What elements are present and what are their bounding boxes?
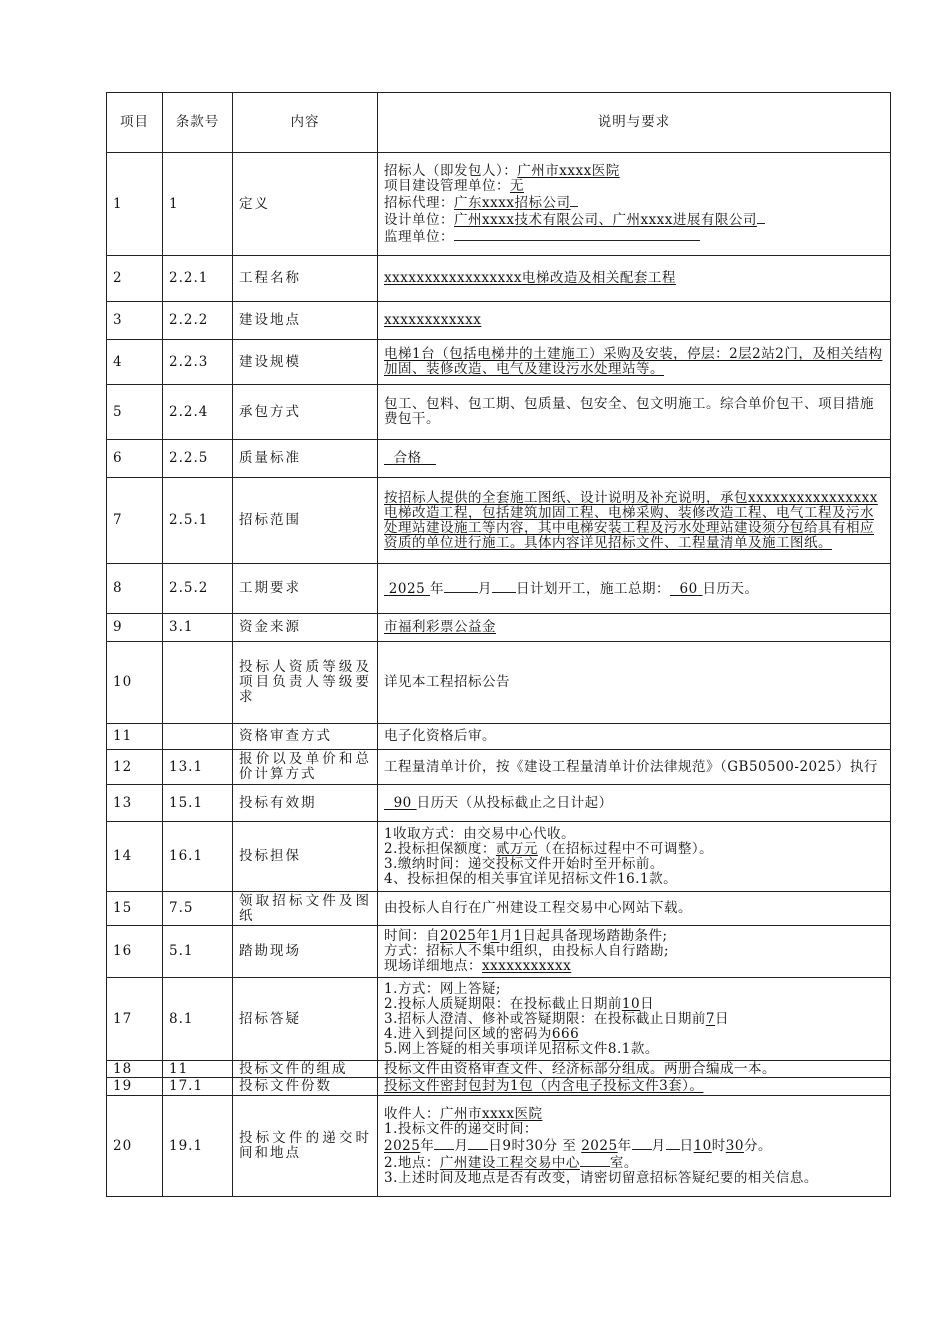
qa-clarify-unit: 日 bbox=[714, 1010, 729, 1027]
survey-time-label: 时间：自 bbox=[384, 928, 440, 944]
row-content: 报价以及单价和总价计算方式 bbox=[233, 750, 378, 785]
qa-query-unit: 日 bbox=[640, 995, 655, 1012]
row-clause bbox=[163, 724, 233, 750]
day-unit: 日 bbox=[679, 1137, 694, 1154]
row-number: 12 bbox=[107, 750, 163, 785]
submit-end-month-blank bbox=[632, 1137, 652, 1150]
submit-end-hour: 10 bbox=[693, 1137, 712, 1154]
table-row bbox=[107, 564, 891, 614]
row-number: 14 bbox=[107, 822, 163, 892]
row-content: 工期要求 bbox=[233, 564, 378, 614]
survey-method: 方式：招标人不集中组织，由投标人自行踏勘; bbox=[384, 943, 670, 959]
supervisor-blank bbox=[454, 228, 700, 241]
row-clause: 16.1 bbox=[163, 822, 233, 892]
requirements-table bbox=[106, 92, 891, 1197]
row-clause: 13.1 bbox=[163, 750, 233, 785]
survey-month-unit: 月 bbox=[499, 928, 514, 944]
qa-password-label: 4.进入到提问区域的密码为 bbox=[384, 1025, 552, 1042]
qa-query-days: 10 bbox=[621, 995, 641, 1012]
table-header-row bbox=[107, 93, 891, 153]
row-description bbox=[378, 1078, 891, 1096]
row-number: 3 bbox=[107, 302, 163, 340]
row-content: 质量标准 bbox=[233, 440, 378, 478]
row-number: 8 bbox=[107, 564, 163, 614]
survey-location: xxxxxxxxxxx bbox=[482, 958, 572, 974]
row-clause bbox=[163, 642, 233, 724]
table-row bbox=[107, 642, 891, 724]
table-row bbox=[107, 822, 891, 892]
header-item: 项目 bbox=[107, 93, 163, 153]
row-number: 18 bbox=[107, 1061, 163, 1078]
row-description bbox=[378, 785, 891, 822]
row-content: 资格审查方式 bbox=[233, 724, 378, 750]
tender-scope: 按招标人提供的全套施工图纸、设计说明及补充说明，承包xxxxxxxxxxxxxxxx电梯改造工程，包括建筑加固工程、电梯采购、装修改造工程、电气工程及污水处理站建设施工等内容，其中电梯安装工程及污水处理站建设须分包给具有相应资质的单位进行施工。具体内容详见招标文件、工程量清单及施工图纸。 bbox=[384, 489, 878, 551]
header-content: 内容 bbox=[233, 93, 378, 153]
year-unit: 年 bbox=[420, 1137, 435, 1154]
qa-clarify-days: 7 bbox=[705, 1010, 715, 1027]
submit-end-year: 2025 bbox=[581, 1137, 618, 1154]
row-content: 资金来源 bbox=[233, 614, 378, 642]
validity-days: 90 bbox=[393, 794, 412, 811]
row-number: 16 bbox=[107, 926, 163, 978]
table-row bbox=[107, 440, 891, 478]
guarantee-amount: 贰万元 bbox=[495, 840, 538, 857]
recipient: 广州市xxxx医院 bbox=[440, 1105, 543, 1122]
duration-unit: 日历天。 bbox=[702, 581, 759, 597]
row-number: 17 bbox=[107, 978, 163, 1061]
year-label: 年 bbox=[429, 581, 444, 597]
row-content: 建设规模 bbox=[233, 340, 378, 385]
row-number: 15 bbox=[107, 892, 163, 926]
submit-time-label: 1.投标文件的递交时间： bbox=[384, 1120, 538, 1137]
qa-query-label: 2.投标人质疑期限：在投标截止日期前 bbox=[384, 995, 622, 1012]
label-tenderer: 招标人（即发包人）： bbox=[384, 162, 518, 179]
table-row bbox=[107, 1078, 891, 1096]
submit-start-time: 日9时30分 至 bbox=[488, 1137, 582, 1154]
row-content: 投标文件的递交时间和地点 bbox=[233, 1096, 378, 1197]
row-number: 1 bbox=[107, 153, 163, 256]
room-blank bbox=[580, 1154, 610, 1167]
row-number: 11 bbox=[107, 724, 163, 750]
label-agent: 招标代理： bbox=[384, 194, 454, 211]
survey-year-unit: 年 bbox=[476, 928, 491, 944]
row-number: 19 bbox=[107, 1078, 163, 1096]
value-manager: 无 bbox=[510, 177, 524, 194]
row-description bbox=[378, 926, 891, 978]
table-row bbox=[107, 978, 891, 1061]
value-agent: 广东xxxx招标公司 bbox=[454, 194, 571, 211]
table-row bbox=[107, 302, 891, 340]
submit-end-day-blank bbox=[666, 1137, 680, 1150]
month-label: 月 bbox=[477, 581, 492, 597]
start-text: 日计划开工，施工总期： bbox=[515, 581, 670, 597]
row-content: 踏勘现场 bbox=[233, 926, 378, 978]
place-label: 2.地点： bbox=[384, 1154, 440, 1171]
label-designer: 设计单位： bbox=[384, 211, 454, 228]
row-content: 投标文件份数 bbox=[233, 1078, 378, 1096]
guarantee-line-4: 4、投标担保的相关事宜详见招标文件16.1款。 bbox=[384, 870, 678, 887]
header-clause: 条款号 bbox=[163, 93, 233, 153]
submit-start-year: 2025 bbox=[384, 1137, 421, 1154]
validity-text: 日历天（从投标截止之日计起） bbox=[416, 794, 613, 811]
row-clause: 2.5.2 bbox=[163, 564, 233, 614]
submit-start-month-blank bbox=[434, 1137, 454, 1150]
change-note: 3.上述时间及地点是否有改变，请密切留意招标答疑纪要的相关信息。 bbox=[384, 1169, 818, 1186]
survey-year: 2025 bbox=[440, 928, 477, 944]
duration-days: 60 bbox=[679, 581, 698, 597]
row-clause: 15.1 bbox=[163, 785, 233, 822]
survey-location-label: 现场详细地点： bbox=[384, 958, 482, 974]
copies-text: 投标文件密封包封为1包（内含电子投标文件3套）。 bbox=[384, 1078, 704, 1094]
recipient-label: 收件人： bbox=[384, 1105, 440, 1122]
label-manager: 项目建设管理单位： bbox=[384, 177, 510, 194]
qa-clarify-label: 3.招标人澄清、修补或答疑期限：在投标截止日期前 bbox=[384, 1010, 706, 1027]
row-clause: 5.1 bbox=[163, 926, 233, 978]
table-row bbox=[107, 785, 891, 822]
row-description bbox=[378, 822, 891, 892]
row-content: 招标范围 bbox=[233, 478, 378, 564]
row-description: 由投标人自行在广州建设工程交易中心网站下载。 bbox=[378, 892, 891, 926]
table-row bbox=[107, 926, 891, 978]
table-row bbox=[107, 1096, 891, 1197]
row-description: 包工、包料、包工期、包质量、包安全、包文明施工。综合单价包干、项目措施费包干。 bbox=[378, 385, 891, 440]
row-description: 投标文件由资格审查文件、经济标部分组成。两册合编成一本。 bbox=[378, 1061, 891, 1078]
row-number: 9 bbox=[107, 614, 163, 642]
row-clause: 17.1 bbox=[163, 1078, 233, 1096]
row-number: 2 bbox=[107, 256, 163, 302]
guarantee-line-3: 3.缴纳时间：递交投标文件开始时至开标前。 bbox=[384, 855, 664, 872]
table-row bbox=[107, 340, 891, 385]
hour-unit: 时 bbox=[711, 1137, 726, 1154]
row-number: 4 bbox=[107, 340, 163, 385]
row-content: 投标有效期 bbox=[233, 785, 378, 822]
row-description bbox=[378, 614, 891, 642]
row-description bbox=[378, 153, 891, 256]
table-row bbox=[107, 892, 891, 926]
qa-note: 5.网上答疑的相关事项详见招标文件8.1款。 bbox=[384, 1040, 659, 1057]
row-clause: 19.1 bbox=[163, 1096, 233, 1197]
month-unit: 月 bbox=[454, 1137, 469, 1154]
room-unit: 室。 bbox=[609, 1154, 638, 1171]
row-content: 承包方式 bbox=[233, 385, 378, 440]
survey-day: 1 bbox=[513, 928, 523, 944]
table-row bbox=[107, 256, 891, 302]
row-content: 招标答疑 bbox=[233, 978, 378, 1061]
submit-end-minute: 30 bbox=[725, 1137, 744, 1154]
row-clause: 7.5 bbox=[163, 892, 233, 926]
row-number: 5 bbox=[107, 385, 163, 440]
project-location: xxxxxxxxxxxx bbox=[384, 312, 482, 328]
day-blank bbox=[492, 580, 516, 593]
guarantee-amount-note: （在招标过程中不可调整）。 bbox=[537, 840, 714, 857]
table-row bbox=[107, 385, 891, 440]
row-description: 工程量清单计价，按《建设工程量清单计价法律规范》（GB50500-2025）执行 bbox=[378, 750, 891, 785]
row-content: 投标担保 bbox=[233, 822, 378, 892]
row-description bbox=[378, 340, 891, 385]
row-description bbox=[378, 978, 891, 1061]
table-row bbox=[107, 724, 891, 750]
row-content: 工程名称 bbox=[233, 256, 378, 302]
qa-password: 666 bbox=[551, 1025, 580, 1042]
row-clause: 2.2.2 bbox=[163, 302, 233, 340]
row-number: 6 bbox=[107, 440, 163, 478]
row-description bbox=[378, 302, 891, 340]
row-clause: 11 bbox=[163, 1061, 233, 1078]
row-description: 电子化资格后审。 bbox=[378, 724, 891, 750]
guarantee-line-1: 1收取方式：由交易中心代收。 bbox=[384, 825, 576, 842]
table-row bbox=[107, 153, 891, 256]
guarantee-amount-label: 2.投标担保额度： bbox=[384, 840, 496, 857]
row-content: 投标人资质等级及项目负责人等级要求 bbox=[233, 642, 378, 724]
month-blank bbox=[444, 580, 478, 593]
row-number: 20 bbox=[107, 1096, 163, 1197]
row-clause: 3.1 bbox=[163, 614, 233, 642]
row-description bbox=[378, 478, 891, 564]
start-year: 2025 bbox=[388, 581, 426, 597]
project-name: xxxxxxxxxxxxxxxxx电梯改造及相关配套工程 bbox=[384, 270, 676, 286]
minute-unit: 分。 bbox=[743, 1137, 772, 1154]
row-clause: 1 bbox=[163, 153, 233, 256]
row-content: 建设地点 bbox=[233, 302, 378, 340]
row-clause: 2.2.1 bbox=[163, 256, 233, 302]
month-unit: 月 bbox=[651, 1137, 666, 1154]
survey-day-text: 日起具备现场踏勘条件; bbox=[522, 928, 668, 944]
row-clause: 2.5.1 bbox=[163, 478, 233, 564]
row-content: 投标文件的组成 bbox=[233, 1061, 378, 1078]
row-content: 领取招标文件及图纸 bbox=[233, 892, 378, 926]
submit-start-day-blank bbox=[468, 1137, 488, 1150]
row-description bbox=[378, 1096, 891, 1197]
value-tenderer: 广州市xxxx医院 bbox=[517, 162, 620, 179]
row-clause: 2.2.4 bbox=[163, 385, 233, 440]
quality-standard: 合格 bbox=[393, 450, 422, 466]
fund-source: 市福利彩票公益金 bbox=[384, 619, 496, 635]
table-row bbox=[107, 1061, 891, 1078]
row-description bbox=[378, 256, 891, 302]
row-number: 13 bbox=[107, 785, 163, 822]
row-clause: 2.2.5 bbox=[163, 440, 233, 478]
row-description: 详见本工程招标公告 bbox=[378, 642, 891, 724]
table-row bbox=[107, 614, 891, 642]
table-row bbox=[107, 478, 891, 564]
project-scale: 电梯1台（包括电梯井的土建施工）采购及安装，停层：2层2站2门，及相关结构加固、装修改造、电气及建设污水处理站等。 bbox=[384, 346, 883, 377]
table-row bbox=[107, 750, 891, 785]
row-clause: 8.1 bbox=[163, 978, 233, 1061]
row-description bbox=[378, 564, 891, 614]
qa-method: 1.方式：网上答疑; bbox=[384, 980, 501, 997]
header-description: 说明与要求 bbox=[378, 93, 891, 153]
row-number: 10 bbox=[107, 642, 163, 724]
survey-month: 1 bbox=[490, 928, 500, 944]
row-description bbox=[378, 440, 891, 478]
label-supervisor: 监理单位： bbox=[384, 228, 454, 245]
place: 广州建设工程交易中心 bbox=[439, 1154, 580, 1171]
value-designer: 广州xxxx技术有限公司、广州xxxx进展有限公司 bbox=[454, 211, 757, 228]
row-content: 定义 bbox=[233, 153, 378, 256]
year-unit: 年 bbox=[617, 1137, 632, 1154]
row-clause: 2.2.3 bbox=[163, 340, 233, 385]
row-number: 7 bbox=[107, 478, 163, 564]
